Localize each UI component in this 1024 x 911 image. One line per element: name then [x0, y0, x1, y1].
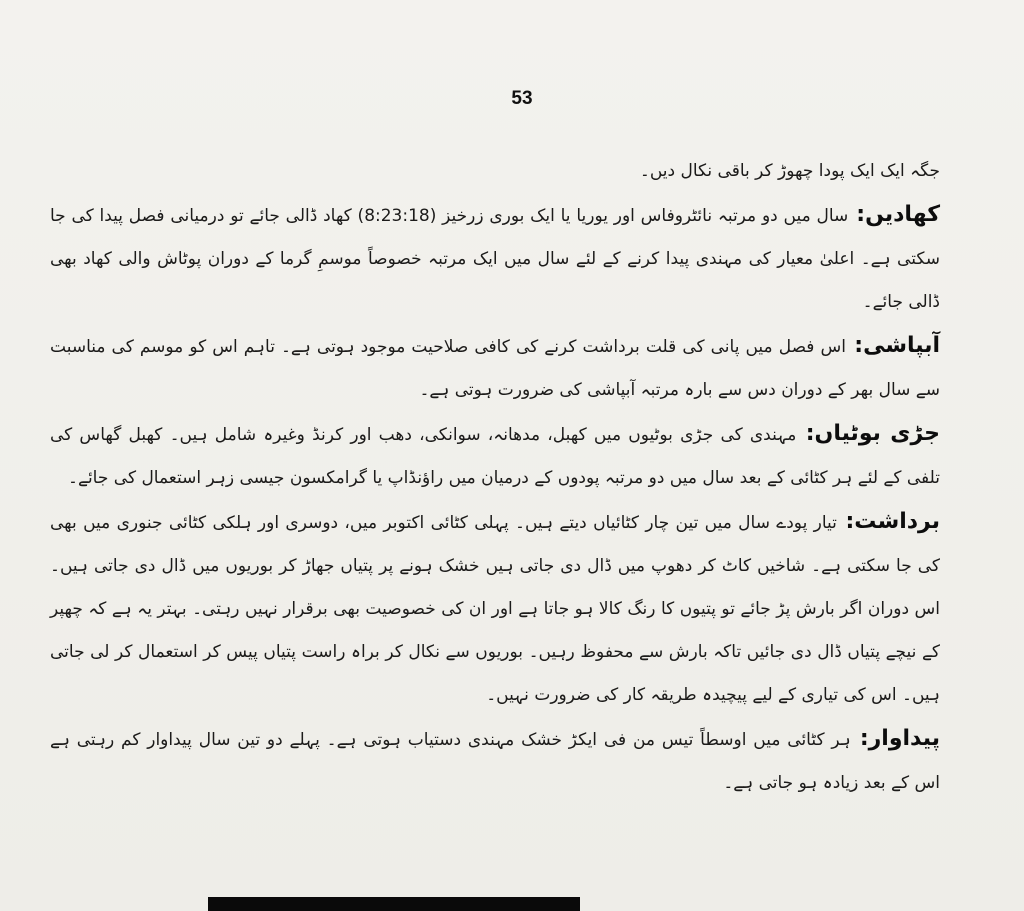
scan-edge-bar [208, 897, 580, 911]
paragraph-text: ہر کٹائی میں اوسطاً تیس من فی ایکڑ خشک مہندی دستیاب ہوتی ہے۔ پہلے دو تین سال پیداوار کم رہتی ہے اس کے بعد زیادہ ہو جاتی ہے۔ [50, 730, 940, 793]
heading-irrigation: آبپاشی: [845, 333, 940, 358]
paragraph-thinning [50, 150, 940, 193]
paragraph-text: اس فصل میں پانی کی قلت برداشت کرنے کی کافی صلاحیت موجود ہوتی ہے۔ تاہم اس کو موسم کی مناسبت سے سال بھر کے دوران دس سے بارہ مرتبہ آبپاشی کی ضرورت ہوتی ہے۔ [50, 337, 940, 400]
heading-harvesting: برداشت: [836, 509, 940, 534]
paragraph-irrigation [50, 324, 940, 412]
paragraph-fertilizers [50, 193, 940, 324]
paragraph-text: سال میں دو مرتبہ نائٹروفاس اور یوریا یا ایک بوری زرخیز (8:23:18) کھاد ڈالی جائے تو درمیانی فصل پیدا کی جا سکتی ہے۔ اعلیٰ معیار کی مہندی پیدا کرنے کے لئے سال میں ایک مرتبہ خصوصاً موسمِ گرما کے دوران پوٹاش والی کھاد بھی ڈالی جائے۔ [50, 206, 940, 312]
page-number: 53 [511, 88, 533, 109]
heading-fertilizers: کھادیں: [848, 202, 941, 227]
paragraph-weeds [50, 412, 940, 500]
paragraph-yield [50, 717, 940, 805]
paragraph-text: جگہ ایک ایک پودا چھوڑ کر باقی نکال دیں۔ [639, 161, 940, 181]
paragraph-harvesting [50, 500, 940, 717]
paragraph-text: تیار پودے سال میں تین چار کٹائیاں دیتے ہیں۔ پہلی کٹائی اکتوبر میں، دوسری اور ہلکی کٹائی جنوری میں بھی کی جا سکتی ہے۔ شاخیں کاٹ کر دھوپ میں ڈال دی جاتی ہیں خشک ہونے پر پتیاں جھاڑ کر بوریوں میں ڈال دی جاتی ہیں۔ اس دوران اگر بارش پڑ جائے تو پتیوں کا رنگ کالا ہو جاتا ہے اور ان کی خصوصیت بھی برقرار نہیں رہتی۔ بہتر یہ ہے کہ چھپر کے نیچے پتیاں ڈال دی جائیں تاکہ بارش سے محفوظ رہیں۔ بوریوں سے نکال کر براہ راست پتیاں پیس کر استعمال کر لی جاتی ہیں۔ اس کی تیاری کے لیے پیچیدہ طریقہ کار کی ضرورت نہیں۔ [50, 513, 940, 705]
body-text [50, 150, 940, 805]
paragraph-text: مہندی کی جڑی بوٹیوں میں کھبل، مدھانہ، سوانکی، دھب اور کرنڈ وغیرہ شامل ہیں۔ کھبل گھاس کی تلفی کے لئے ہر کٹائی کے بعد سال میں دو مرتبہ پودوں کے درمیان میں راؤنڈاپ یا گرامکسون جیسی زہر استعمال کی جائے۔ [50, 425, 940, 488]
heading-yield: پیداوار: [850, 726, 940, 751]
heading-weeds: جڑی بوٹیاں: [796, 421, 941, 446]
